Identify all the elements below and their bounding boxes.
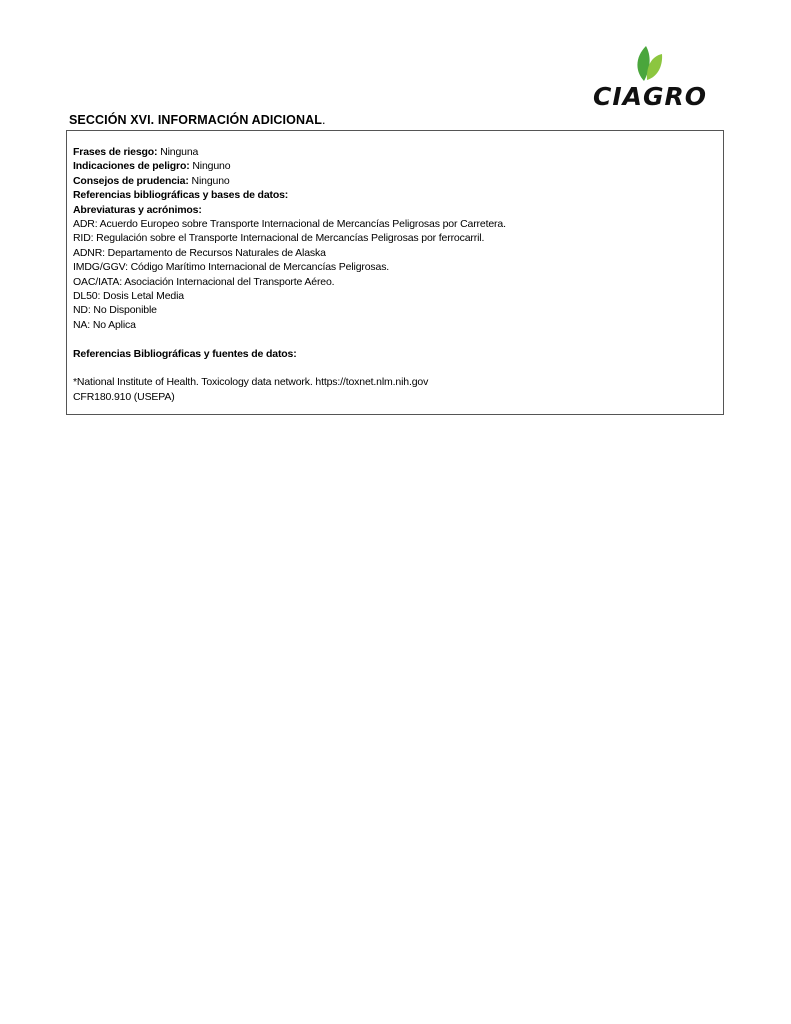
abbreviation-item: ADNR: Departamento de Recursos Naturales de Alaska	[73, 246, 326, 259]
references-heading: Referencias bibliográficas y bases de datos:	[73, 189, 289, 202]
sources-heading: Referencias Bibliográficas y fuentes de datos:	[73, 347, 297, 360]
spacer	[73, 332, 713, 346]
section-title	[69, 113, 326, 127]
field-frases-riesgo: Frases de riesgo: Ninguna	[73, 146, 199, 158]
ciagro-logo	[580, 44, 720, 108]
spacer	[73, 361, 713, 375]
abbreviation-item: OAC/IATA: Asociación Internacional del Transporte Aéreo.	[73, 275, 335, 288]
abbreviations-heading: Abreviaturas y acrónimos:	[73, 203, 202, 216]
abbreviation-item: NA: No Aplica	[73, 318, 136, 331]
abbreviation-item: DL50: Dosis Letal Media	[73, 290, 184, 303]
info-content	[73, 145, 713, 404]
source-item: *National Institute of Health. Toxicology data network. https://toxnet.nlm.nih.gov	[73, 376, 429, 389]
field-consejos-prudencia: Consejos de prudencia: Ninguno	[73, 174, 230, 187]
source-item: CFR180.910 (USEPA)	[73, 390, 175, 403]
abbreviation-item: ND: No Disponible	[73, 304, 157, 317]
section-title-text: SECCIÓN XVI. INFORMACIÓN ADICIONAL	[69, 113, 322, 127]
abbreviation-item: IMDG/GGV: Código Marítimo Internacional de Mercancías Peligrosas.	[73, 261, 390, 274]
ciagro-logo-graphic	[580, 44, 720, 108]
abbreviation-item: RID: Regulación sobre el Transporte Internacional de Mercancías Peligrosas por ferrocarril.	[73, 232, 485, 245]
abbreviation-item: ADR: Acuerdo Europeo sobre Transporte Internacional de Mercancías Peligrosas por Carretera.	[73, 218, 506, 231]
logo-text: CIAGRO	[592, 82, 708, 108]
section-title-period: .	[321, 113, 326, 127]
field-indicaciones-peligro: Indicaciones de peligro: Ninguno	[73, 160, 231, 173]
